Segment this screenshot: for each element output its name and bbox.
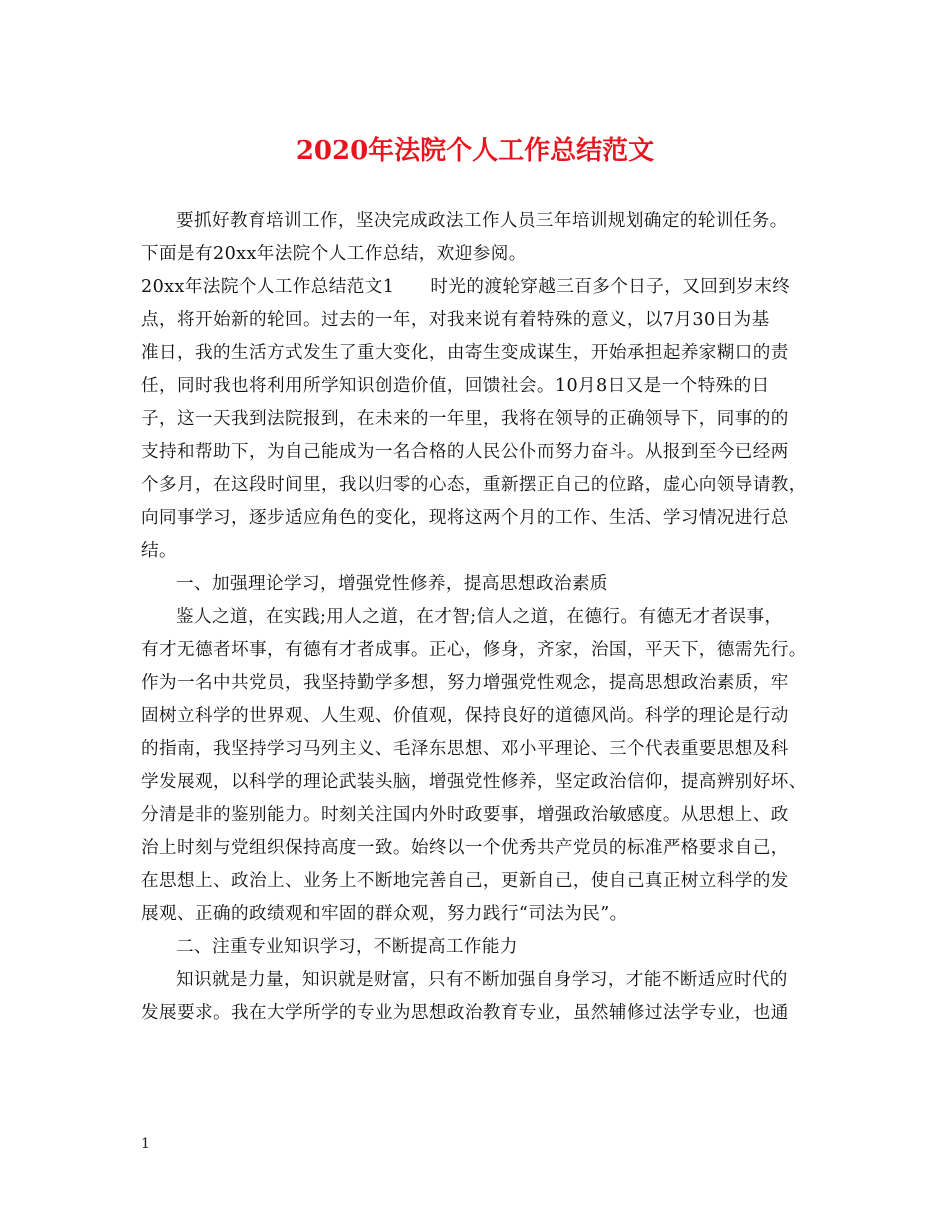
body-line: 20xx年法院个人工作总结范文1 时光的渡轮穿越三百多个日子，又回到岁末终: [141, 277, 791, 297]
body-line: 发展要求。我在大学所学的专业为思想政治教育专业，虽然辅修过法学专业，也通: [141, 1003, 789, 1023]
body-line: 在思想上、政治上、业务上不断地完善自己，更新自己，使自己真正树立科学的发: [141, 871, 789, 891]
section-heading: 二、注重专业知识学习，不断提高工作能力: [176, 937, 518, 957]
page-number: 1: [141, 1136, 150, 1152]
body-line: 个多月，在这段时间里，我以归零的心态，重新摆正自己的位路，虚心向领导请教，: [141, 475, 807, 495]
document-title: 2020年法院个人工作总结范文: [295, 136, 655, 166]
body-line: 固树立科学的世界观、人生观、价值观，保持良好的道德风尚。科学的理论是行动: [141, 706, 789, 726]
body-line: 鉴人之道，在实践;用人之道，在才智;信人之道，在德行。有德无才者误事，: [176, 607, 783, 627]
body-line: 治上时刻与党组织保持高度一致。始终以一个优秀共产党员的标准严格要求自己，: [141, 838, 789, 858]
body-line: 点，将开始新的轮回。过去的一年，对我来说有着特殊的意义，以7月30日为基: [141, 310, 770, 330]
body-line: 任，同时我也将利用所学知识创造价值，回馈社会。10月8日又是一个特殊的日: [141, 376, 770, 396]
body-line: 结。: [141, 541, 177, 561]
body-line: 子，这一天我到法院报到，在未来的一年里，我将在领导的正确领导下，同事的的: [141, 409, 789, 429]
body-line: 有才无德者坏事，有德有才者成事。正心，修身，齐家，治国，平天下，德需先行。: [141, 640, 807, 660]
body-line: 下面是有20xx年法院个人工作总结，欢迎参阅。: [141, 244, 527, 264]
body-line: 学发展观，以科学的理论武装头脑，增强党性修养，坚定政治信仰，提高辨别好坏、: [141, 772, 807, 792]
body-line: 要抓好教育培训工作，坚决完成政法工作人员三年培训规划确定的轮训任务。: [176, 211, 788, 231]
body-line: 作为一名中共党员，我坚持勤学多想，努力增强党性观念，提高思想政治素质，牢: [141, 673, 789, 693]
body-line: 展观、正确的政绩观和牢固的群众观，努力践行“司法为民”。: [141, 904, 628, 924]
body-line: 的指南，我坚持学习马列主义、毛泽东思想、邓小平理论、三个代表重要思想及科: [141, 739, 789, 759]
body-line: 知识就是力量，知识就是财富，只有不断加强自身学习，才能不断适应时代的: [176, 970, 788, 990]
body-line: 分清是非的鉴别能力。时刻关注国内外时政要事，增强政治敏感度。从思想上、政: [141, 805, 789, 825]
body-line: 准日，我的生活方式发生了重大变化，由寄生变成谋生，开始承担起养家糊口的责: [141, 343, 789, 363]
body-line: 支持和帮助下，为自己能成为一名合格的人民公仆而努力奋斗。从报到至今已经两: [141, 442, 789, 462]
section-heading: 一、加强理论学习，增强党性修养，提高思想政治素质: [176, 574, 608, 594]
body-line: 向同事学习，逐步适应角色的变化，现将这两个月的工作、生活、学习情况进行总: [141, 508, 789, 528]
document-body: [141, 205, 821, 1030]
